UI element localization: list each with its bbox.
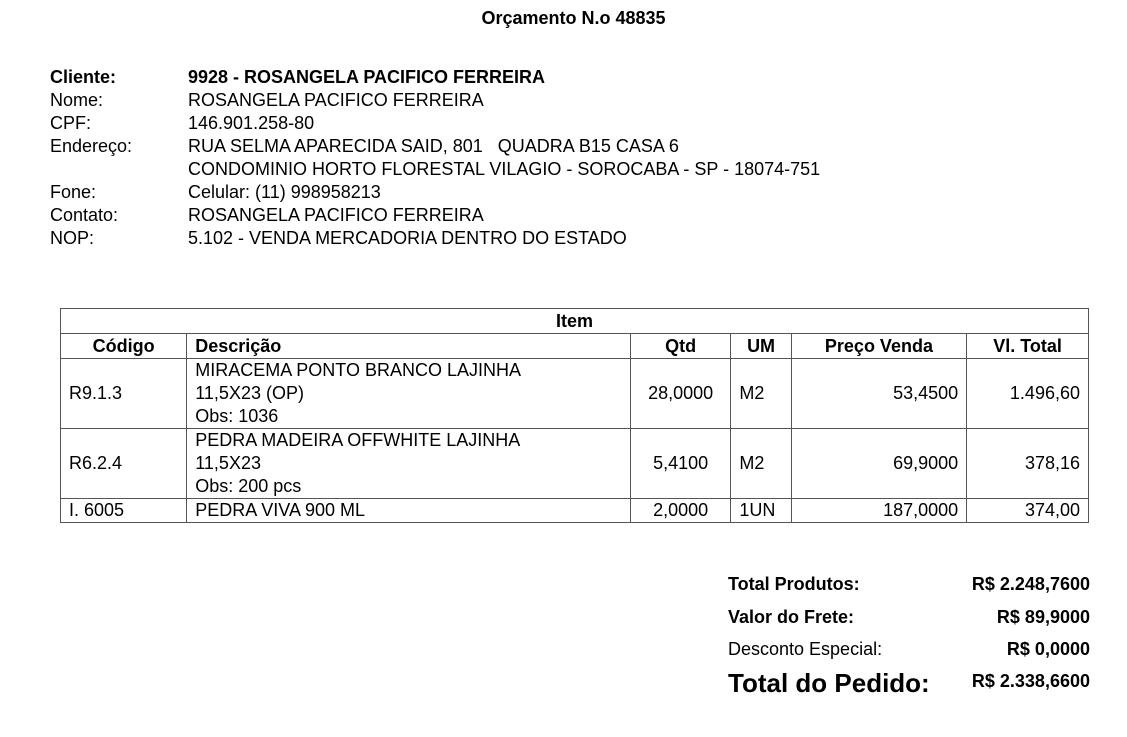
descricao-line: MIRACEMA PONTO BRANCO LAJINHA <box>195 360 521 380</box>
cell-descricao <box>187 499 631 523</box>
page-title: Orçamento N.o 48835 <box>481 8 666 28</box>
cell-qtd: 28,0000 <box>630 359 731 429</box>
table-row <box>61 499 1089 523</box>
total-produtos-label: Total Produtos: <box>728 574 860 594</box>
descricao-line: PEDRA VIVA 900 ML <box>195 500 366 520</box>
client-row-cliente <box>50 66 820 89</box>
cell-preco-venda: 53,4500 <box>791 359 966 429</box>
cpf-value: 146.901.258-80 <box>188 113 315 133</box>
descricao-obs: Obs: 200 pcs <box>195 476 302 496</box>
total-pedido-label: Total do Pedido: <box>728 668 930 698</box>
cpf-label: CPF: <box>50 113 92 133</box>
cell-vl-total: 378,16 <box>967 429 1089 499</box>
table-row <box>61 429 1089 499</box>
client-row-contato <box>50 204 820 227</box>
column-header-preco-venda: Preço Venda <box>791 334 966 359</box>
descricao-line: PEDRA MADEIRA OFFWHITE LAJINHA <box>195 430 521 450</box>
descricao-line: 11,5X23 (OP) <box>195 383 304 403</box>
column-header-vl-total: Vl. Total <box>967 334 1089 359</box>
client-row-endereco-2 <box>50 158 820 181</box>
column-header-qtd: Qtd <box>630 334 731 359</box>
totals-block <box>728 569 1090 698</box>
endereco-label: Endereço: <box>50 136 133 156</box>
column-header-um: UM <box>731 334 791 359</box>
client-row-nome <box>50 89 820 112</box>
total-pedido-value: R$ 2.338,6600 <box>971 671 1090 691</box>
descricao-obs: Obs: 1036 <box>195 406 279 426</box>
fone-value: Celular: (11) 998958213 <box>188 182 381 202</box>
cliente-value: 9928 - ROSANGELA PACIFICO FERREIRA <box>188 67 546 87</box>
nome-label: Nome: <box>50 90 104 110</box>
cell-vl-total: 1.496,60 <box>967 359 1089 429</box>
client-info <box>50 66 820 250</box>
table-row <box>61 359 1089 429</box>
endereco-spacer <box>50 158 188 181</box>
cell-preco-venda: 69,9000 <box>791 429 966 499</box>
cliente-label: Cliente: <box>50 67 117 87</box>
descricao-line: 11,5X23 <box>195 453 261 473</box>
table-header-row <box>61 334 1089 359</box>
client-row-cpf <box>50 112 820 135</box>
cell-descricao <box>187 429 631 499</box>
column-header-codigo: Código <box>61 334 187 359</box>
cell-um: M2 <box>731 429 791 499</box>
total-pedido-row <box>728 660 1090 698</box>
total-produtos-value: R$ 2.248,7600 <box>971 574 1090 594</box>
cell-um: M2 <box>731 359 791 429</box>
cell-descricao <box>187 359 631 429</box>
endereco-line-2: CONDOMINIO HORTO FLORESTAL VILAGIO - SOROCABA - SP - 18074-751 <box>188 159 821 179</box>
contato-value: ROSANGELA PACIFICO FERREIRA <box>188 205 484 225</box>
fone-label: Fone: <box>50 182 97 202</box>
cell-codigo: I. 6005 <box>61 499 187 523</box>
table-group-header-row <box>61 309 1089 334</box>
cell-vl-total: 374,00 <box>967 499 1089 523</box>
client-row-nop <box>50 227 820 250</box>
nop-value: 5.102 - VENDA MERCADORIA DENTRO DO ESTADO <box>188 228 627 248</box>
total-produtos-row <box>728 569 1090 595</box>
contato-label: Contato: <box>50 205 119 225</box>
items-table <box>60 308 1089 523</box>
nop-label: NOP: <box>50 228 95 248</box>
desconto-especial-row <box>728 628 1090 660</box>
cell-codigo: R9.1.3 <box>61 359 187 429</box>
cell-qtd: 5,4100 <box>630 429 731 499</box>
table-group-header: Item <box>61 309 1089 334</box>
nome-value: ROSANGELA PACIFICO FERREIRA <box>188 90 484 110</box>
desconto-especial-label: Desconto Especial: <box>728 639 883 659</box>
column-header-descricao: Descrição <box>187 334 631 359</box>
valor-frete-label: Valor do Frete: <box>728 607 855 627</box>
cell-um: 1UN <box>731 499 791 523</box>
cell-codigo: R6.2.4 <box>61 429 187 499</box>
client-row-fone <box>50 181 820 204</box>
cell-preco-venda: 187,0000 <box>791 499 966 523</box>
cell-qtd: 2,0000 <box>630 499 731 523</box>
valor-frete-value: R$ 89,9000 <box>996 607 1090 627</box>
endereco-line-1: RUA SELMA APARECIDA SAID, 801 QUADRA B15 CASA 6 <box>188 136 679 156</box>
desconto-especial-value: R$ 0,0000 <box>1006 639 1090 659</box>
valor-frete-row <box>728 595 1090 628</box>
client-row-endereco <box>50 135 820 158</box>
